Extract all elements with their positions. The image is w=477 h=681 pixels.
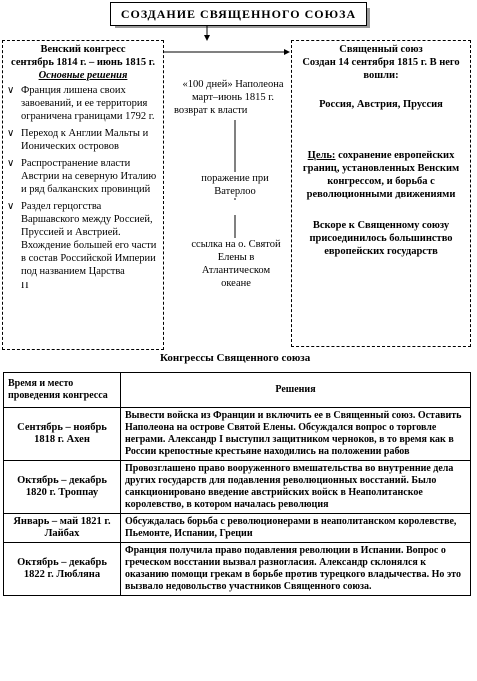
alliance-goal — [298, 149, 464, 201]
header-time-place: Время и место проведения конгресса — [4, 373, 121, 408]
congress-when: Октябрь – декабрь 1822 г. Любляна — [4, 543, 121, 596]
hundred-days-text: «100 дней» Наполеона март–июнь 1815 г. — [182, 79, 284, 103]
holy-alliance-box — [291, 40, 471, 347]
vienna-heading: Венский конгресс — [40, 44, 126, 55]
exile-event: ссылка на о. Святой Елены в Атлантическом океане — [186, 238, 286, 290]
diagram-title: СОЗДАНИЕ СВЯЩЕННОГО СОЮЗА — [110, 2, 367, 26]
congress-decisions: Вывести войска из Франции и включить ее в Священный союз. Оставить Наполеона на острове Святой Елены. Обсуждался вопрос о торговле неграми. Александр I выступил защитником черноков, в то время как в России крепостные крестьяне находились на положении рабов — [121, 408, 471, 461]
header-decisions: Решения — [121, 373, 471, 408]
alliance-created: Создан 14 сентября 1815 г. В него вошли: — [302, 57, 460, 81]
table-row — [4, 461, 471, 514]
table-row — [4, 408, 471, 461]
table-row — [4, 514, 471, 543]
congress-when: Сентябрь – ноябрь 1818 г. Ахен — [4, 408, 121, 461]
decisions-label: Основные решения — [38, 70, 128, 81]
congress-decisions: Франция получила право подавления революции в Испании. Вопрос о греческом восстании вызвал разногласия. Александр склонялся к оказанию помощи грекам в борьбе против турецкого владычества. Но это вызвало недовольство участников Священного союза. — [121, 543, 471, 596]
table-header-row — [4, 373, 471, 408]
alliance-members: Россия, Австрия, Пруссия — [319, 99, 443, 110]
alliance-heading: Священный союз — [339, 44, 423, 55]
congress-when: Январь – май 1821 г. Лайбах — [4, 514, 121, 543]
return-to-power: возврат к власти — [174, 105, 248, 116]
cut-off-text: П — [21, 282, 29, 288]
congress-when: Октябрь – декабрь 1820 г. Троппау — [4, 461, 121, 514]
decisions-list — [7, 84, 159, 278]
vienna-dates: сентябрь 1814 г. – июнь 1815 г. — [11, 57, 155, 68]
congress-decisions: Провозглашено право вооруженного вмешательства во внутренние дела других государств для подавления революционных восстаний. Было санкционировано введение австрийских войск в Неаполитанское королевство, в котором началась революция — [121, 461, 471, 514]
congress-table — [3, 372, 471, 596]
waterloo-event: поражение при Ватерлоо — [190, 172, 280, 198]
alliance-joined: Вскоре к Священному союзу присоединилось большинство европейских государств — [309, 220, 453, 257]
decision-item: ∨ Раздел герцогства Варшавского между Россией, Пруссией и Австрией. Вхождение большей его части в состав Российской Империи под названием Царства — [7, 200, 159, 278]
goal-label: Цель: — [307, 150, 336, 161]
decision-item: ∨ Распространение власти Австрии на северную Италию и ряд балканских провинций — [7, 157, 159, 196]
congress-decisions: Обсуждалась борьба с революционерами в неаполитанском королевстве, Пьемонте, Испании, Греции — [121, 514, 471, 543]
table-row — [4, 543, 471, 596]
goal-text: сохранение европейских границ, установленных Венским конгрессом, и борьба с революционными движениями — [302, 150, 460, 200]
hundred-days-event — [174, 78, 288, 117]
vienna-congress-box — [2, 40, 164, 350]
decision-item: ∨ Переход к Англии Мальты и Ионических островов — [7, 127, 159, 153]
table-title: Конгрессы Священного союза — [160, 352, 311, 364]
decision-item: ∨ Франция лишена своих завоеваний, и ее территория ограничена границами 1792 г. — [7, 84, 159, 123]
